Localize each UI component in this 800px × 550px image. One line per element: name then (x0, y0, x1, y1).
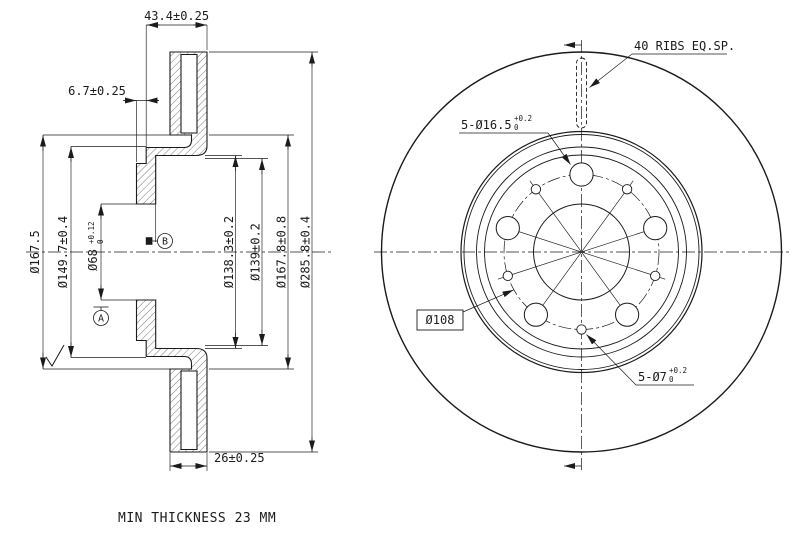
surface-finish-icon (46, 345, 64, 366)
datum-b-symbol (146, 234, 173, 249)
dim-overall-width-label: 43.4±0.25 (144, 9, 210, 23)
datum-b-label: B (161, 236, 169, 248)
dim-outer-diameter-label: Ø285.8±0.4 (298, 215, 313, 289)
dim-friction-id-label: Ø167.8±0.8 (274, 215, 289, 289)
dim-hat-id2-label: Ø139±0.2 (248, 223, 263, 281)
small-holes-callout-label: 5-Ø7 (638, 370, 667, 384)
small-holes-callout-tol-low: 0 (669, 375, 674, 384)
dim-pilot-offset-label: 6.7±0.25 (68, 84, 126, 98)
front-view (374, 40, 790, 470)
dim-plate-thickness-label: 26±0.25 (214, 451, 265, 465)
svg-text:Ø68: Ø68 (86, 249, 100, 271)
datum-a-label: A (97, 313, 105, 325)
bolt-circle-callout-label: Ø108 (425, 313, 455, 327)
min-thickness-note: MIN THICKNESS 23 MM (118, 511, 277, 526)
ribs-note-label: 40 RIBS EQ.SP. (634, 39, 736, 53)
svg-text:0: 0 (96, 239, 105, 244)
bolt-holes-callout-tol-up: +0.2 (514, 114, 533, 123)
dim-bore-label (86, 221, 105, 270)
dim-outer-left-label: Ø167.5 (28, 230, 42, 274)
bolt-holes-callout-label: 5-Ø16.5 (461, 118, 512, 132)
bolt-holes-callout-tol-low: 0 (514, 123, 519, 132)
section-upper-half (137, 52, 208, 204)
dim-hat-id1-label: Ø138.3±0.2 (222, 215, 236, 289)
dim-hat-od-label: Ø149.7±0.4 (56, 215, 70, 289)
section-lower-half (137, 300, 208, 452)
svg-text:+0.12: +0.12 (87, 221, 96, 244)
small-holes-callout-tol-up: +0.2 (669, 366, 688, 375)
